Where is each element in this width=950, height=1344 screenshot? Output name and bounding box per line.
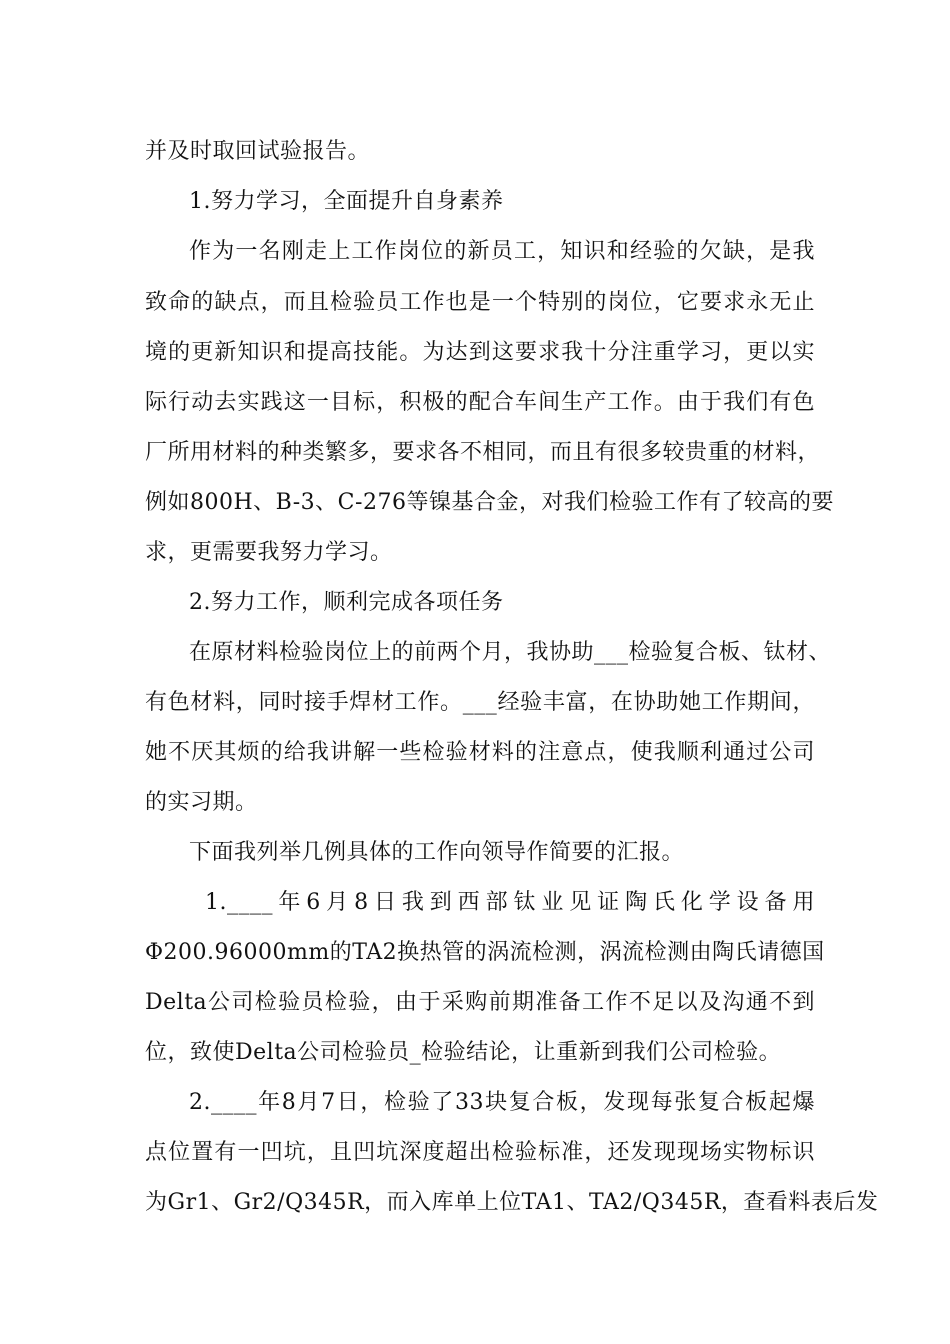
text-line: 求，更需要我努力学习。 — [145, 540, 393, 565]
text-line: 她不厌其烦的给我讲解一些检验材料的注意点，使我顺利通过公司 — [145, 740, 815, 765]
text-line: 致命的缺点，而且检验员工作也是一个特别的岗位，它要求永无止 — [145, 290, 815, 315]
text-line: 在原材料检验岗位上的前两个月，我协助___检验复合板、钛材、 — [189, 640, 832, 665]
text-line: 厂所用材料的种类繁多，要求各不相同，而且有很多较贵重的材料， — [145, 440, 821, 465]
text-line: 下面我列举几例具体的工作向领导作简要的汇报。 — [189, 840, 685, 865]
text-line: Φ200.96000mm的TA2换热管的涡流检测，涡流检测由陶氏请德国 — [145, 940, 825, 965]
text-line: 境的更新知识和提高技能。为达到这要求我十分注重学习，更以实 — [145, 340, 815, 365]
text-line: 2.____年8月7日，检验了33块复合板，发现每张复合板起爆 — [189, 1090, 815, 1115]
text-line: Delta公司检验员检验，由于采购前期准备工作不足以及沟通不到 — [145, 990, 815, 1015]
text-line: 的实习期。 — [145, 790, 258, 815]
text-line: 作为一名刚走上工作岗位的新员工，知识和经验的欠缺，是我 — [189, 239, 815, 264]
text-line: 1.____年6月8日我到西部钛业见证陶氏化学设备用 — [205, 890, 815, 915]
text-line: 位，致使Delta公司检验员_检验结论，让重新到我们公司检验。 — [145, 1040, 782, 1065]
section-heading: 1.努力学习，全面提升自身素养 — [189, 189, 504, 214]
text-line: 有色材料，同时接手焊材工作。___经验丰富，在协助她工作期间， — [145, 690, 815, 715]
text-line: 际行动去实践这一目标，积极的配合车间生产工作。由于我们有色 — [145, 390, 815, 415]
text-line: 并及时取回试验报告。 — [145, 139, 371, 164]
text-line: 例如800H、B-3、C-276等镍基合金，对我们检验工作有了较高的要 — [145, 490, 834, 515]
section-heading: 2.努力工作，顺利完成各项任务 — [189, 590, 504, 615]
text-line: 为Gr1、Gr2/Q345R，而入库单上位TA1、TA2/Q345R，查看料表后发 — [145, 1190, 879, 1215]
text-line: 点位置有一凹坑，且凹坑深度超出检验标准，还发现现场实物标识 — [145, 1140, 815, 1165]
